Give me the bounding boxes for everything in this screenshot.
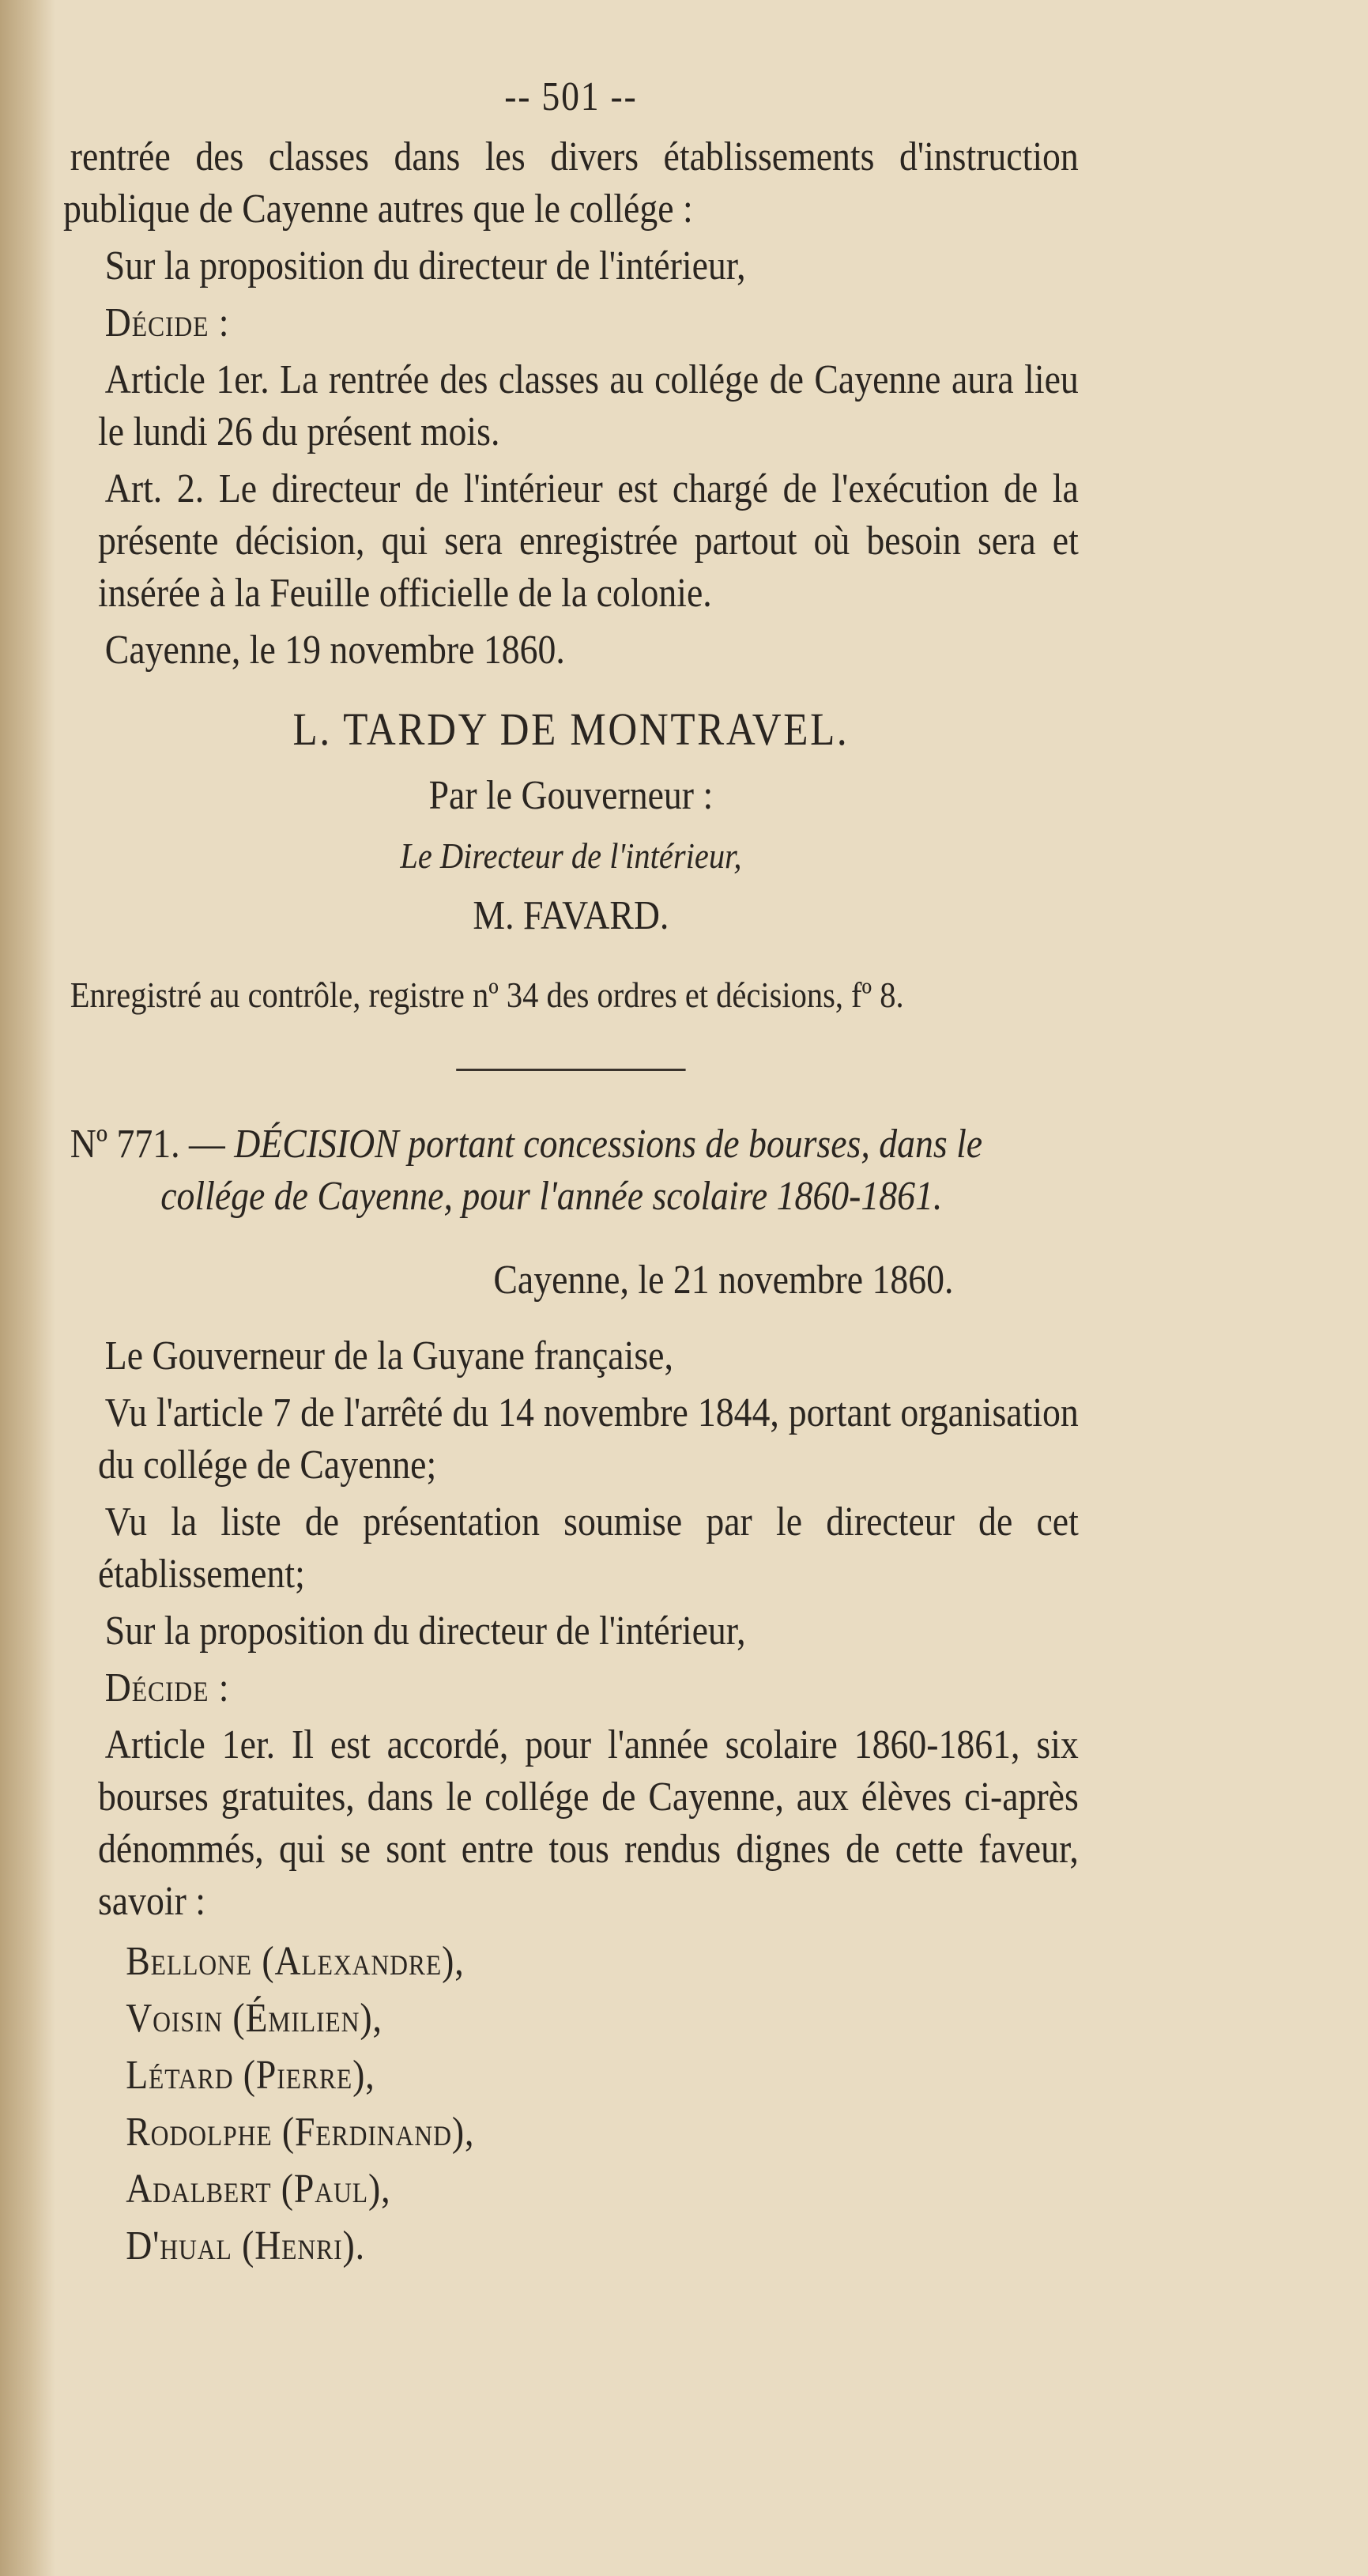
decision-number: Nº 771. —	[70, 1122, 225, 1167]
section-divider	[456, 1069, 685, 1071]
proposition-2: Sur la proposition du directeur de l'intérieur,	[104, 1609, 746, 1654]
decision-2-date: Cayenne, le 21 novembre 1860.	[493, 1258, 954, 1303]
decision-title-sub: collége de Cayenne, pour l'année scolaire 1860-1861.	[160, 1174, 943, 1219]
page-binding-shadow	[0, 0, 55, 2576]
director-name: M. FAVARD.	[473, 893, 669, 938]
page-number: -- 501 --	[504, 74, 638, 119]
decide-heading: Décide :	[104, 300, 230, 345]
article-2: Art. 2. Le directeur de l'intérieur est chargé de l'exécution de la présente décision, qui sera enregistrée partout où besoin sera et insérée à la Feuille officielle de la colonie.	[98, 466, 1079, 616]
decision-date: Cayenne, le 19 novembre 1860.	[104, 628, 565, 673]
vu-liste: Vu la liste de présentation soumise par le directeur de cet établissement;	[98, 1499, 1079, 1597]
document-page	[63, 71, 1079, 2277]
signatory-role: Le Directeur de l'intérieur,	[400, 835, 742, 876]
student-name: Létard (Pierre),	[126, 2053, 375, 2098]
article-1: Article 1er. La rentrée des classes au collége de Cayenne aura lieu le lundi 26 du présent mois.	[98, 357, 1079, 454]
student-name: Voisin (Émilien),	[126, 1996, 383, 2041]
signatory-by: Par le Gouverneur :	[428, 773, 714, 818]
vu-article-7: Vu l'article 7 de l'arrêté du 14 novembre 1844, portant organisation du collége de Cayenne;	[98, 1390, 1079, 1488]
decision-title	[63, 1118, 1079, 1223]
registration-note: Enregistré au contrôle, registre nº 34 des ordres et décisions, fº 8.	[70, 975, 904, 1015]
student-name: Adalbert (Paul),	[126, 2167, 391, 2212]
student-name: Bellone (Alexandre),	[126, 1939, 465, 1984]
decision-title-main: DÉCISION portant concessions de bourses, dans le	[234, 1122, 983, 1167]
decide-heading-2: Décide :	[104, 1665, 230, 1710]
paragraph-proposition: Sur la proposition du directeur de l'intérieur,	[104, 243, 746, 289]
opening-line: Le Gouverneur de la Guyane française,	[104, 1333, 673, 1379]
article-1-bourses: Article 1er. Il est accordé, pour l'année scolaire 1860-1861, six bourses gratuites, dans le collége de Cayenne, aux élèves ci-après dénommés, qui se sont entre tous rendus dignes de cette faveur, savoir :	[98, 1722, 1079, 1924]
paragraph-lead: rentrée des classes dans les divers établissements d'instruction publique de Cayenne autres que le collége :	[63, 134, 1079, 232]
student-name: Rodolphe (Ferdinand),	[126, 2110, 475, 2155]
student-name: D'hual (Henri).	[126, 2223, 366, 2269]
student-list	[63, 1936, 1079, 2272]
signatory-name: L. TARDY DE MONTRAVEL.	[292, 703, 850, 755]
